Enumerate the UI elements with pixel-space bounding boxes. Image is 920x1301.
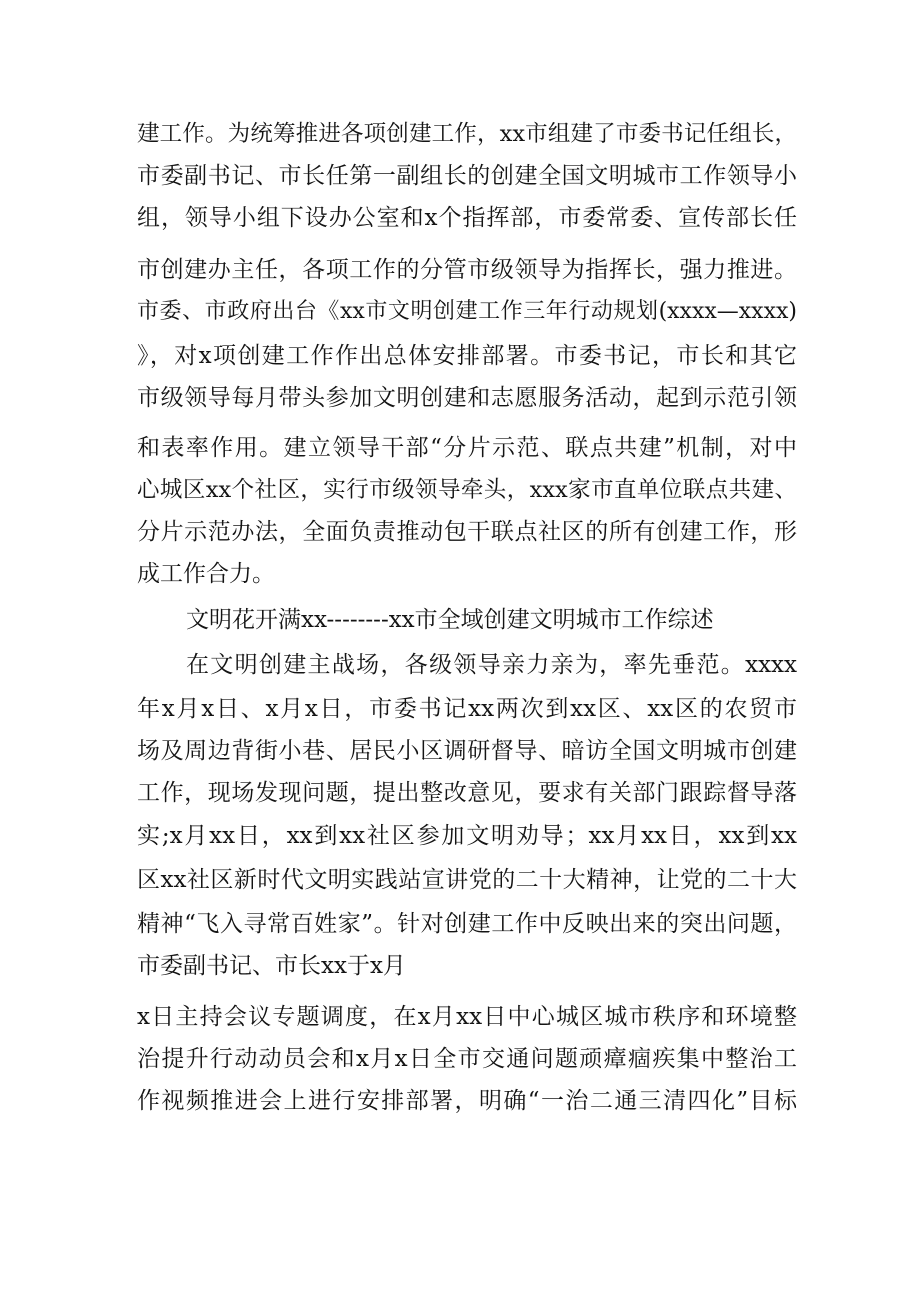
- text-line: 实;x月xx日，xx到xx社区参加文明劝导；xx月xx日，xx到xx: [137, 823, 797, 849]
- text-line: 成工作合力。: [137, 561, 275, 587]
- text-line: 年x月x日、x月x日，市委书记xx两次到xx区、xx区的农贸市: [137, 696, 797, 722]
- text-line: 市委、市政府出台《xx市文明创建工作三年行动规划(xxxx—xxxx): [137, 299, 797, 324]
- text-line: 组，领导小组下设办公室和x个指挥部，市委常委、宣传部长任: [137, 205, 797, 231]
- text-line: 建工作。为统筹推进各项创建工作，xx市组建了市委书记任组长，: [137, 121, 797, 147]
- text-line: 场及周边背街小巷、居民小区调研督导、暗访全国文明城市创建: [137, 738, 797, 764]
- text-line: 市委副书记、市长任第一副组长的创建全国文明城市工作领导小: [137, 163, 797, 189]
- section-title: 文明花开满xx--------xx市全域创建文明城市工作综述: [186, 607, 714, 633]
- text-line: 精神“飞入寻常百姓家”。针对创建工作中反映出来的突出问题，: [137, 911, 797, 937]
- text-line: 治提升行动动员会和x月x日全市交通问题顽瘴痼疾集中整治工: [137, 1046, 797, 1072]
- text-line: x日主持会议专题调度，在x月xx日中心城区城市秩序和环境整: [137, 1004, 797, 1030]
- text-line: 市级领导每月带头参加文明创建和志愿服务活动，起到示范引领: [137, 385, 797, 411]
- text-line: 区xx社区新时代文明实践站宣讲党的二十大精神，让党的二十大: [137, 867, 797, 893]
- text-line: 》，对x项创建工作作出总体安排部署。市委书记，市长和其它: [137, 343, 797, 369]
- text-line: 和表率作用。建立领导干部“分片示范、联点共建”机制，对中: [137, 435, 797, 461]
- text-line: 心城区xx个社区，实行市级领导牵头，xxx家市直单位联点共建、: [137, 477, 797, 503]
- text-line: 市委副书记、市长xx于x月: [137, 953, 406, 979]
- text-line: 在文明创建主战场，各级领导亲力亲为，率先垂范。xxxx: [186, 652, 797, 678]
- text-line: 分片示范办法，全面负责推动包干联点社区的所有创建工作，形: [137, 519, 797, 545]
- text-line: 作视频推进会上进行安排部署，明确“一治二通三清四化”目标: [137, 1088, 797, 1114]
- text-line: 工作，现场发现问题，提出整改意见，要求有关部门跟踪督导落: [137, 780, 797, 806]
- text-line: 市创建办主任，各项工作的分管市级领导为指挥长，强力推进。: [137, 257, 797, 283]
